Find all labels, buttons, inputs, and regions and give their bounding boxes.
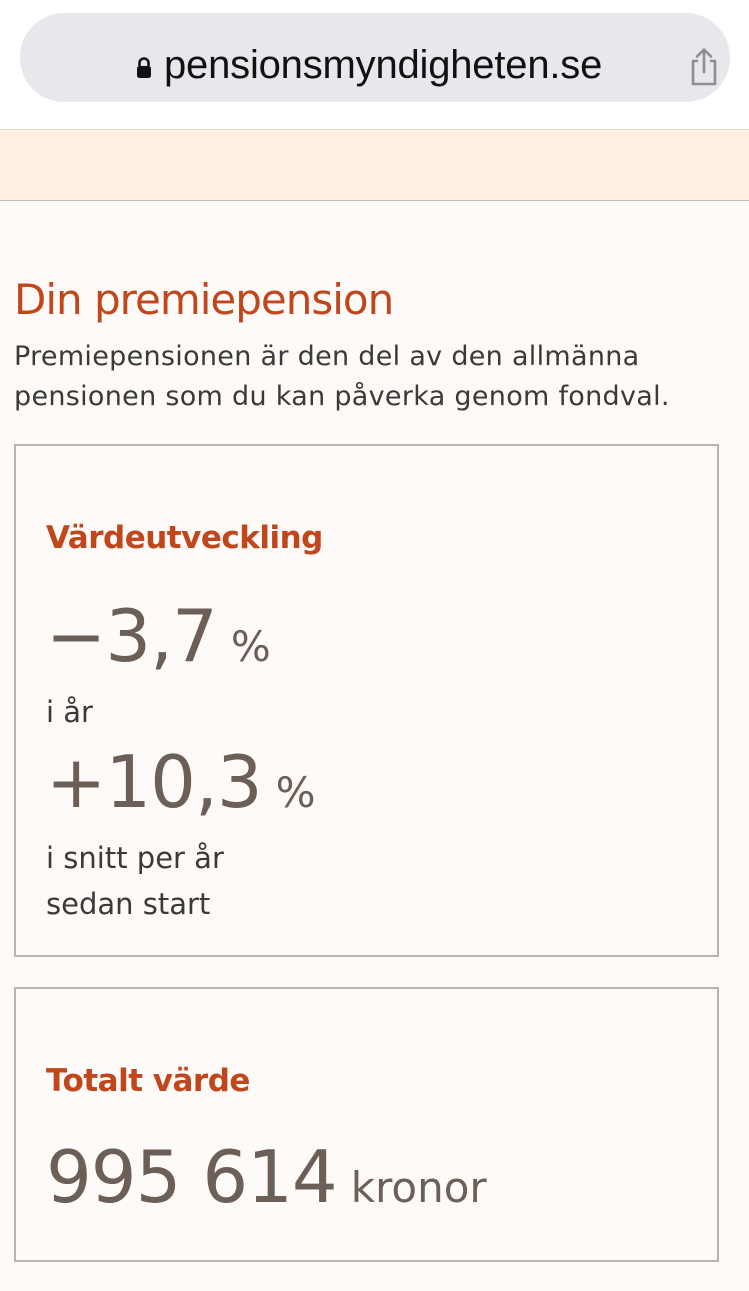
page-content xyxy=(0,201,749,1291)
total-value-row xyxy=(46,1135,487,1219)
share-icon[interactable] xyxy=(688,47,720,87)
browser-toolbar xyxy=(0,0,749,129)
since-start-unit: % xyxy=(275,768,316,817)
total-value-unit: kronor xyxy=(350,1163,487,1212)
address-bar[interactable] xyxy=(20,13,730,102)
since-start-label-line2: sedan start xyxy=(46,887,211,921)
since-start-value-row xyxy=(46,740,316,824)
value-development-card xyxy=(14,444,719,957)
this-year-value-row xyxy=(46,594,271,678)
notice-banner xyxy=(0,129,749,202)
total-value-heading: Totalt värde xyxy=(46,1063,250,1099)
value-development-heading: Värdeutveckling xyxy=(46,520,323,556)
intro-text: Premiepensionen är den del av den allmänna pensionen som du kan påverka genom fondval. xyxy=(14,341,670,412)
this-year-unit: % xyxy=(230,622,271,671)
page-title: Din premiepension xyxy=(14,275,394,324)
url-text[interactable]: pensionsmyndigheten.se xyxy=(164,43,603,87)
this-year-label: i år xyxy=(46,695,93,729)
lock-icon xyxy=(136,57,152,79)
total-value-amount: 995 614 xyxy=(46,1135,337,1219)
since-start-label-line1: i snitt per år xyxy=(46,841,224,875)
this-year-percent: −3,7 xyxy=(46,594,217,678)
total-value-card xyxy=(14,987,719,1262)
since-start-percent: +10,3 xyxy=(46,740,262,824)
